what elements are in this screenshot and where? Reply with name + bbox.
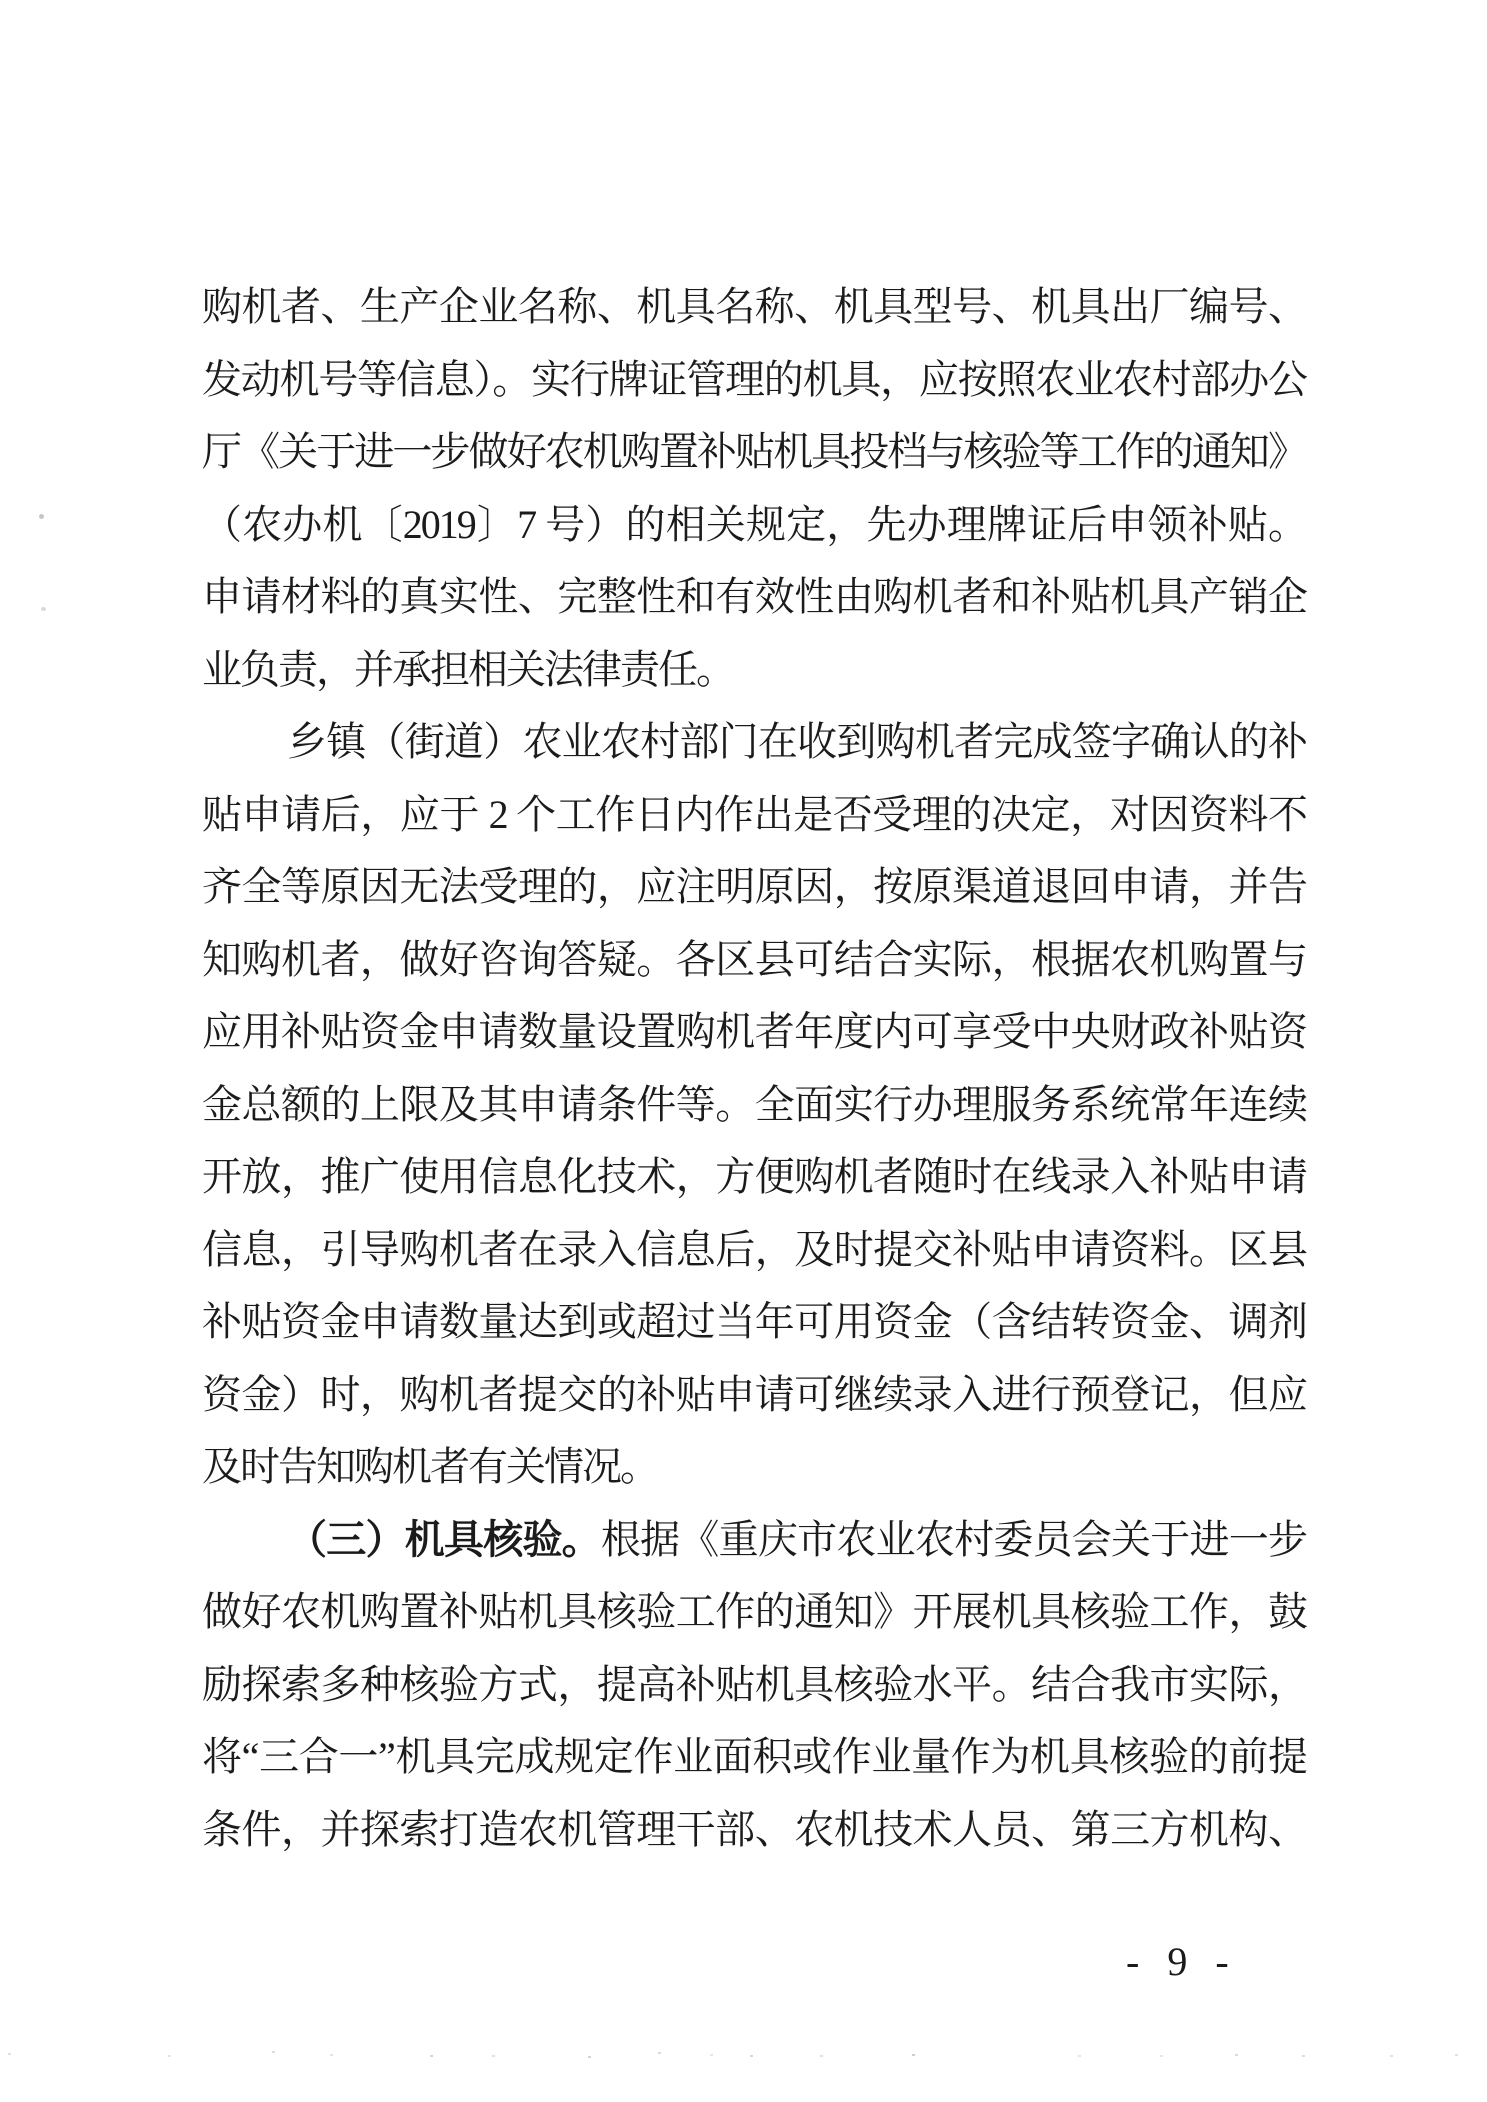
page-number: - 9 - (1126, 1939, 1238, 1984)
text-line: 申请材料的真实性、完整性和有效性由购机者和补贴机具产销企 (202, 574, 1306, 619)
section-heading: （三）机具核验。 (287, 1516, 601, 1562)
text-line: 厅《关于进一步做好农机购置补贴机具投档与核验等工作的通知》 (202, 429, 1306, 474)
text-line: 做好农机购置补贴机具核验工作的通知》开展机具核验工作，鼓 (202, 1589, 1306, 1634)
text-line: 励探索多种核验方式，提高补贴机具核验水平。结合我市实际， (202, 1661, 1306, 1707)
scan-speck (41, 607, 46, 611)
scan-speck (39, 514, 44, 519)
text-line: （农办机〔2019〕7 号）的相关规定，先办理牌证后申领补贴。 (202, 501, 1306, 547)
section-heading-continuation: 根据《重庆市农业农村委员会关于进一步 (600, 1516, 1307, 1562)
text-line: 知购机者，做好咨询答疑。各区县可结合实际，根据农机购置与 (202, 936, 1306, 982)
text-line: 金总额的上限及其申请条件等。全面实行办理服务系统常年连续 (202, 1081, 1306, 1127)
text-line: 资金）时，购机者提交的补贴申请可继续录入进行预登记，但应 (202, 1371, 1306, 1417)
text-line: 开放，推广使用信息化技术，方便购机者随时在线录入补贴申请 (202, 1154, 1306, 1199)
text-line: 应用补贴资金申请数量设置购机者年度内可享受中央财政补贴资 (202, 1009, 1306, 1054)
text-line: 购机者、生产企业名称、机具名称、机具型号、机具出厂编号、 (202, 284, 1306, 329)
text-line: 贴申请后，应于 2 个工作日内作出是否受理的决定，对因资料不 (202, 791, 1306, 837)
text-line: 发动机号等信息）。实行牌证管理的机具，应按照农业农村部办公 (202, 356, 1306, 402)
scan-dust-line (0, 2051, 3, 2053)
text-line: 补贴资金申请数量达到或超过当年可用资金（含结转资金、调剂 (202, 1299, 1306, 1344)
document-body (202, 271, 1306, 1866)
text-line (202, 1504, 1306, 1577)
text-line: 乡镇（街道）农业农村部门在收到购机者完成签字确认的补 (287, 719, 1306, 764)
text-line: 信息，引导购机者在录入信息后，及时提交补贴申请资料。区县 (202, 1226, 1306, 1272)
text-line: 业负责，并承担相关法律责任。 (202, 646, 734, 692)
text-line: 及时告知购机者有关情况。 (202, 1444, 658, 1489)
text-line: 齐全等原因无法受理的，应注明原因，按原渠道退回申请，并告 (202, 864, 1306, 909)
text-line: 条件，并探索打造农机管理干部、农机技术人员、第三方机构、 (202, 1806, 1306, 1852)
text-line: 将“三合一”机具完成规定作业面积或作业量作为机具核验的前提 (202, 1734, 1306, 1779)
